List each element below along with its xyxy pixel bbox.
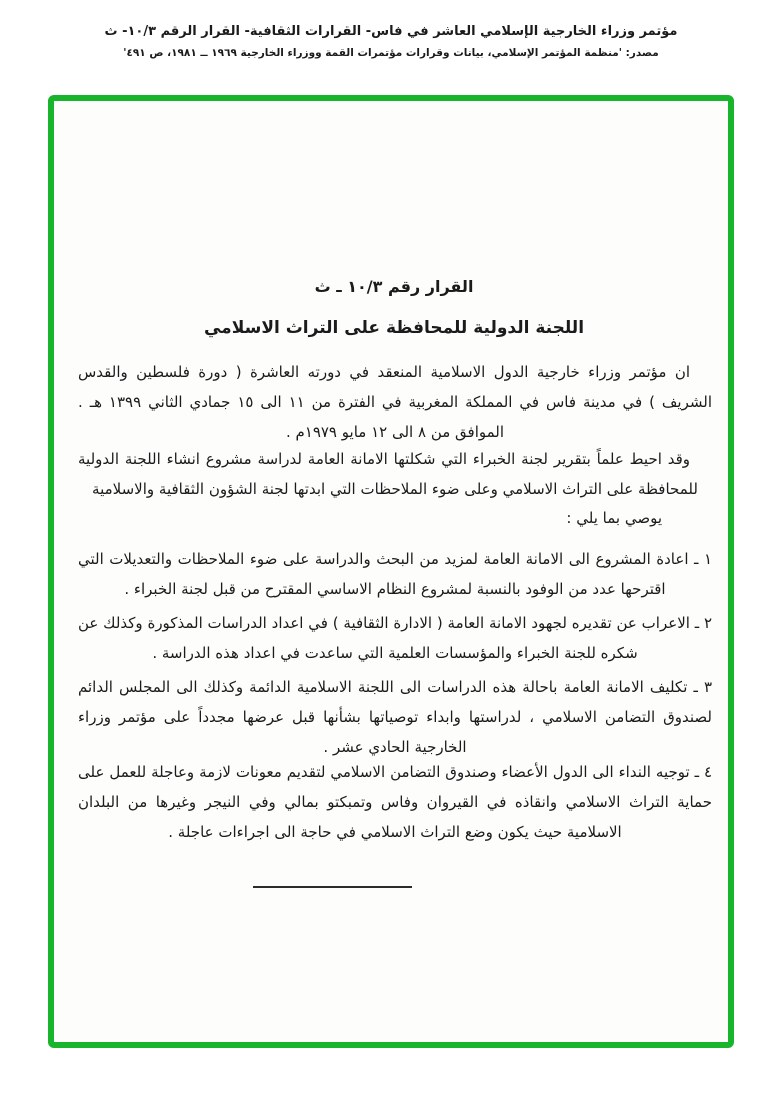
decision-number-heading: القرار رقم ١٠/٣ ـ ث (314, 277, 474, 296)
source-header (0, 24, 782, 59)
resolution-item-3: ٣ ـ تكليف الامانة العامة باحالة هذه الدراسات الى اللجنة الاسلامية الدائمة وكذلك الى المجلس الدائم لصندوق التضامن الاسلامي ، لدراستها وابداء توصياتها بشأنها قبل عرضها مجدداً على مؤتمر وزراء الخارجية الحادي عشر . (78, 678, 712, 756)
source-header-title: مؤتمر وزراء الخارجية الإسلامي العاشر في فاس- القرارات الثقافية- القرار الرقم ١٠/٣- ث (104, 24, 678, 39)
resolution-item-2: ٢ ـ الاعراب عن تقديره لجهود الامانة العامة ( الادارة الثقافية ) في اعداد الدراسات المذكورة وكذلك عن شكره للجنة الخبراء والمؤسسات العلمية التي ساعدت في اعداد هذه الدراسة . (78, 614, 712, 662)
decision-title: اللجنة الدولية للمحافظة على التراث الاسلامي (203, 318, 585, 338)
preamble-paragraph-1: ان مؤتمر وزراء خارجية الدول الاسلامية المنعقد في دورته العاشرة ( دورة فلسطين والقدس الشريف ) في مدينة فاس في المملكة المغربية في الفترة من ١١ الى ١٥ جمادي الثاني ١٣٩٩ هـ . الموافق من ٨ الى ١٢ مايو ١٩٧٩م . (78, 363, 712, 441)
end-divider-rule (253, 886, 412, 888)
resolution-item-1: ١ ـ اعادة المشروع الى الامانة العامة لمزيد من البحث والدراسة على ضوء الملاحظات والتعديلات التي اقترحها عدد من الوفود بالنسبة لمشروع النظام الاساسي المقترح من قبل لجنة الخبراء . (78, 550, 712, 598)
resolution-item-4: ٤ ـ توجيه النداء الى الدول الأعضاء وصندوق التضامن الاسلامي لتقديم معونات لازمة وعاجلة للعمل على حماية التراث الاسلامي وانقاذه في القيروان وفاس وتمبكتو بمالي وفي النيجر وغيرها من البلدان الاسلامية حيث يكون وضع التراث الاسلامي في حاجة الى اجراءات عاجلة . (78, 763, 712, 841)
source-header-citation: مصدر: 'منظمة المؤتمر الإسلامي، بيانات وقرارات مؤتمرات القمة ووزراء الخارجية ١٩٦٩ ــ ١٩٨١، ص ٤٩١' (123, 47, 659, 59)
preamble-paragraph-2: وقد احيط علماً بتقرير لجنة الخبراء التي شكلتها الامانة العامة لدراسة مشروع انشاء اللجنة الدولية للمحافظة على التراث الاسلامي وعلى ضوء الملاحظات التي ابدتها لجنة الشؤون الثقافية والاسلامية (78, 450, 698, 498)
recommendation-intro: يوصي بما يلي : (566, 509, 662, 527)
